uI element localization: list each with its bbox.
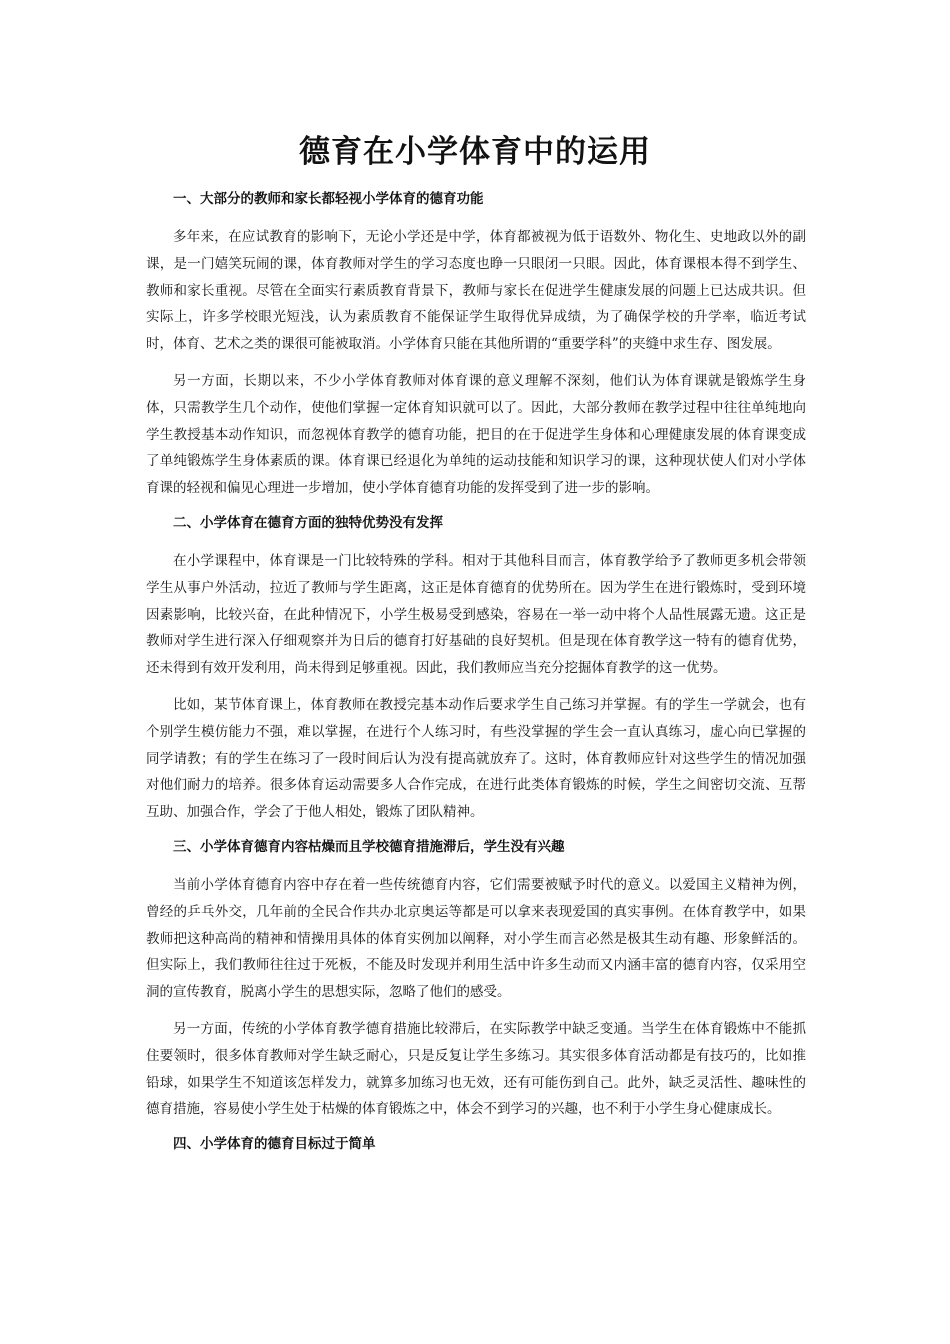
document-body [146, 188, 806, 1169]
section-4 [146, 1133, 806, 1155]
section-3 [146, 836, 806, 1123]
section-heading: 二、小学体育在德育方面的独特优势没有发挥 [173, 514, 443, 531]
section-1 [146, 188, 806, 502]
section-heading: 三、小学体育德育内容枯燥而且学校德育措施滞后，学生没有兴趣 [173, 838, 565, 855]
paragraph: 当前小学体育德育内容中存在着一些传统德育内容，它们需要被赋予时代的意义。以爱国主义精神为例，曾经的乒乓外交，几年前的全民合作共办北京奥运等都是可以拿来表现爱国的真实事例。在体育教学中，如果教师把这种高尚的精神和情操用具体的体育实例加以阐释，对小学生而言必然是极其生动有趣、形象鲜活的。但实际上，我们教师往往过于死板，不能及时发现并利用生活中许多生动而又内涵丰富的德育内容，仅采用空洞的宣传教育，脱离小学生的思想实际，忽略了他们的感受。 [146, 876, 806, 1001]
paragraph: 多年来，在应试教育的影响下，无论小学还是中学，体育都被视为低于语数外、物化生、史地政以外的副课，是一门嬉笑玩闹的课，体育教师对学生的学习态度也睁一只眼闭一只眼。因此，体育课根本得不到学生、教师和家长重视。尽管在全面实行素质教育背景下，教师与家长在促进学生健康发展的问题上已达成共识。但实际上，许多学校眼光短浅，认为素质教育不能保证学生取得优异成绩，为了确保学校的升学率，临近考试时，体育、艺术之类的课很可能被取消。小学体育只能在其他所谓的“重要学科”的夹缝中求生存、图发展。 [146, 229, 806, 353]
page-title: 德育在小学体育中的运用 [299, 134, 651, 170]
section-heading: 一、大部分的教师和家长都轻视小学体育的德育功能 [173, 191, 484, 207]
paragraph: 在小学课程中，体育课是一门比较特殊的学科。相对于其他科目而言，体育教学给予了教师更多机会带领学生从事户外活动，拉近了教师与学生距离，这正是体育德育的优势所在。因为学生在进行锻炼时，受到环境因素影响，比较兴奋，在此种情况下，小学生极易受到感染，容易在一举一动中将个人品性展露无遗。这正是教师对学生进行深入仔细观察并为日后的德育打好基础的良好契机。但是现在体育教学这一特有的德育优势，还未得到有效开发利用，尚未得到足够重视。因此，我们教师应当充分挖掘体育教学的这一优势。 [146, 552, 806, 677]
section-heading: 四、小学体育的德育目标过于简单 [173, 1136, 376, 1153]
section-2 [146, 512, 806, 826]
paragraph: 比如，某节体育课上，体育教师在教授完基本动作后要求学生自己练习并掌握。有的学生一学就会，也有个别学生模仿能力不强，难以掌握，在进行个人练习时，有些没掌握的学生会一直认真练习，虚心向已掌握的同学请教；有的学生在练习了一段时间后认为没有提高就放弃了。这时，体育教师应针对这些学生的情况加强对他们耐力的培养。很多体育运动需要多人合作完成，在进行此类体育锻炼的时候，学生之间密切交流、互帮互助、加强合作，学会了于他人相处，锻炼了团队精神。 [146, 696, 806, 821]
paragraph: 另一方面，传统的小学体育教学德育措施比较滞后，在实际教学中缺乏变通。当学生在体育锻炼中不能抓住要领时，很多体育教师对学生缺乏耐心，只是反复让学生多练习。其实很多体育活动都是有技巧的，比如推铅球，如果学生不知道该怎样发力，就算多加练习也无效，还有可能伤到自己。此外，缺乏灵活性、趣味性的德育措施，容易使小学生处于枯燥的体育锻炼之中，体会不到学习的兴趣，也不利于小学生身心健康成长。 [146, 1020, 806, 1118]
paragraph: 另一方面，长期以来，不少小学体育教师对体育课的意义理解不深刻，他们认为体育课就是锻炼学生身体，只需教学生几个动作，使他们掌握一定体育知识就可以了。因此，大部分教师在教学过程中往往单纯地向学生教授基本动作知识，而忽视体育教学的德育功能，把目的在于促进学生身体和心理健康发展的体育课变成了单纯锻炼学生身体素质的课。体育课已经退化为单纯的运动技能和知识学习的课，这种现状使人们对小学体育课的轻视和偏见心理进一步增加，使小学体育德育功能的发挥受到了进一步的影响。 [146, 372, 806, 497]
